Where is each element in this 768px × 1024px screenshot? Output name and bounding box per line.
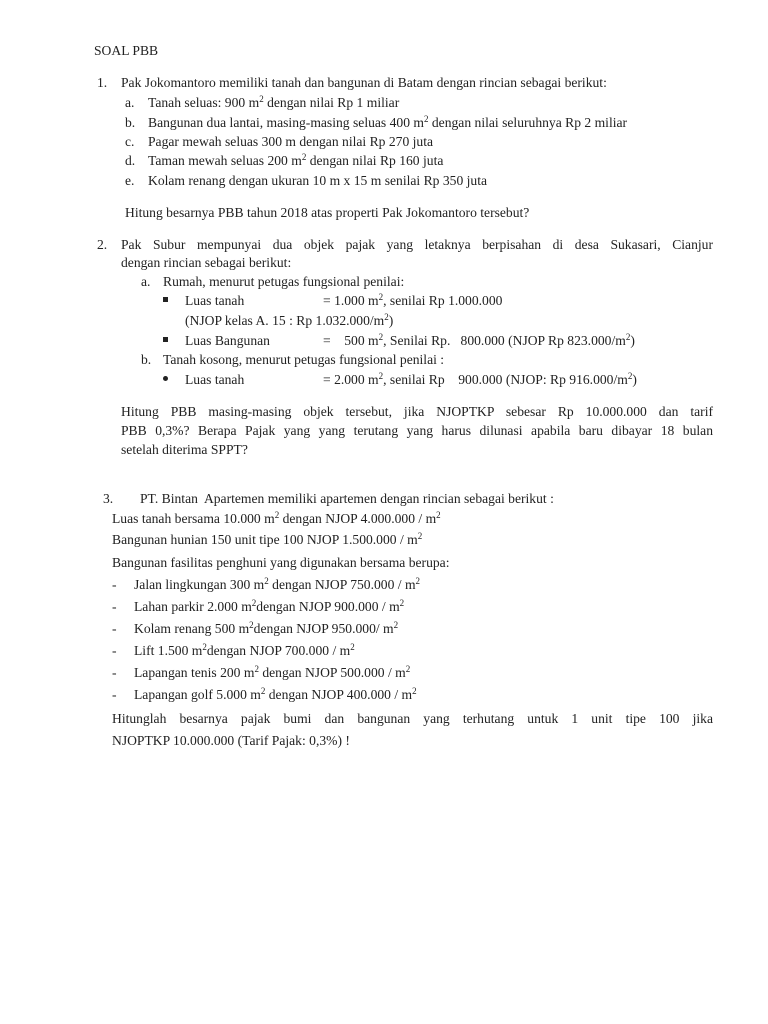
square-bullet-icon (163, 337, 168, 342)
q3-number: 3. (103, 491, 114, 506)
q1-item-b: Bangunan dua lantai, masing-masing seluas 400 $m^2$ dengan nilai seluruhnya Rp 2 miliar (148, 114, 628, 130)
q1-item-c: Pagar mewah seluas 300 m dengan nilai Rp 270 juta (148, 134, 434, 149)
q3-facilities-intro: Bangunan fasilitas penghuni yang digunakan bersama berupa: (112, 555, 450, 570)
q2-b1-label: Luas tanah (185, 372, 245, 387)
q3-facility-dash: - (112, 577, 117, 592)
q1-item-e-label: e. (125, 173, 135, 188)
q2-a1-note: (NJOP kelas A. 15 : Rp $1.032.000/m^2$) (185, 312, 394, 328)
q2-text-line1: Pak Subur mempunyai dua objek pajak yang letaknya berpisahan di desa Sukasari, Cianjur (121, 237, 713, 252)
q3-facility-dash: - (112, 665, 117, 680)
q1-item-b-label: b. (125, 115, 136, 130)
q1-number: 1. (97, 75, 108, 90)
q3-question-line2: NJOPTKP 10.000.000 (Tarif Pajak: 0,3%) ! (112, 733, 350, 748)
q3-facility-dash: - (112, 643, 117, 658)
q2-question-line1: Hitung PBB masing-masing objek tersebut, jika NJOPTKP sebesar Rp 10.000.000 dan tarif (121, 404, 713, 419)
q2-b1-value: = 2.000 $m^2$, senilai Rp 900.000 (NJOP: Rp $916.000/m^2$) (323, 371, 637, 387)
q3-facility-item: Lapangan tenis 200 $m^2$ dengan NJOP $500.000 / m^2$ (134, 664, 411, 680)
document-title: SOAL PBB (94, 43, 159, 58)
q2-text-line2: dengan rincian sebagai berikut: (121, 255, 292, 270)
q2-a1-label: Luas tanah (185, 293, 245, 308)
q3-text: PT. Bintan Apartemen memiliki apartemen dengan rincian sebagai berikut : (140, 491, 554, 506)
q3-land-line: Luas tanah bersama 10.000 $m^2$ dengan NJOP $4.000.000 / m^2$ (112, 510, 441, 526)
q3-facility-dash: - (112, 599, 117, 614)
q2-a2-label: Luas Bangunan (185, 333, 270, 348)
q1-item-a-label: a. (125, 95, 135, 110)
q1-item-d-label: d. (125, 153, 136, 168)
q2-b-label: b. (141, 352, 152, 367)
square-bullet-icon (163, 297, 168, 302)
q3-facility-item: Jalan lingkungan 300 $m^2$ dengan NJOP $750.000 / m^2$ (134, 576, 421, 592)
q3-facility-item: Kolam renang 500 $m^2dengan$ NJOP 950.000/ $m^2$ (134, 620, 399, 636)
q2-question-line2: PBB 0,3%? Berapa Pajak yang yang terutang yang harus dilunasi apabila baru dibayar 18 bulan (121, 423, 713, 438)
q3-facility-item: Lift 1.500 $m^2dengan$ NJOP $700.000 / m^2$ (134, 642, 355, 658)
round-bullet-icon (163, 376, 168, 381)
q3-building-line: Bangunan hunian 150 unit tipe 100 NJOP $1.500.000 / m^2$ (112, 531, 423, 547)
q1-item-e: Kolam renang dengan ukuran 10 m x 15 m senilai Rp 350 juta (148, 173, 488, 188)
q2-number: 2. (97, 237, 108, 252)
q1-item-a: Tanah seluas: 900 $m^2$ dengan nilai Rp 1 miliar (148, 94, 400, 110)
q1-item-c-label: c. (125, 134, 135, 149)
q3-question-line1: Hitunglah besarnya pajak bumi dan bangunan yang terhutang untuk 1 unit tipe 100 jika (112, 711, 713, 726)
q3-facility-item: Lapangan golf 5.000 $m^2$ dengan NJOP $400.000 / m^2$ (134, 686, 417, 702)
q2-question-line3: setelah diterima SPPT? (121, 442, 248, 457)
q2-a-label: a. (141, 274, 151, 289)
q1-text: Pak Jokomantoro memiliki tanah dan bangunan di Batam dengan rincian sebagai berikut: (121, 75, 607, 90)
q1-item-d: Taman mewah seluas 200 $m^2$ dengan nilai Rp 160 juta (148, 152, 444, 168)
q2-a2-value: = 500 $m^2$, Senilai Rp. 800.000 (NJOP Rp $823.000/m^2$) (323, 332, 635, 348)
q2-a-text: Rumah, menurut petugas fungsional penilai: (163, 274, 405, 289)
q3-facility-item: Lahan parkir 2.000 $m^2dengan$ NJOP $900.000 / m^2$ (134, 598, 405, 614)
q2-a1-value: = 1.000 $m^2$, senilai Rp 1.000.000 (323, 292, 503, 308)
q2-b-text: Tanah kosong, menurut petugas fungsional penilai : (163, 352, 445, 367)
q3-facility-dash: - (112, 687, 117, 702)
q3-facility-dash: - (112, 621, 117, 636)
q1-question: Hitung besarnya PBB tahun 2018 atas properti Pak Jokomantoro tersebut? (125, 205, 530, 220)
